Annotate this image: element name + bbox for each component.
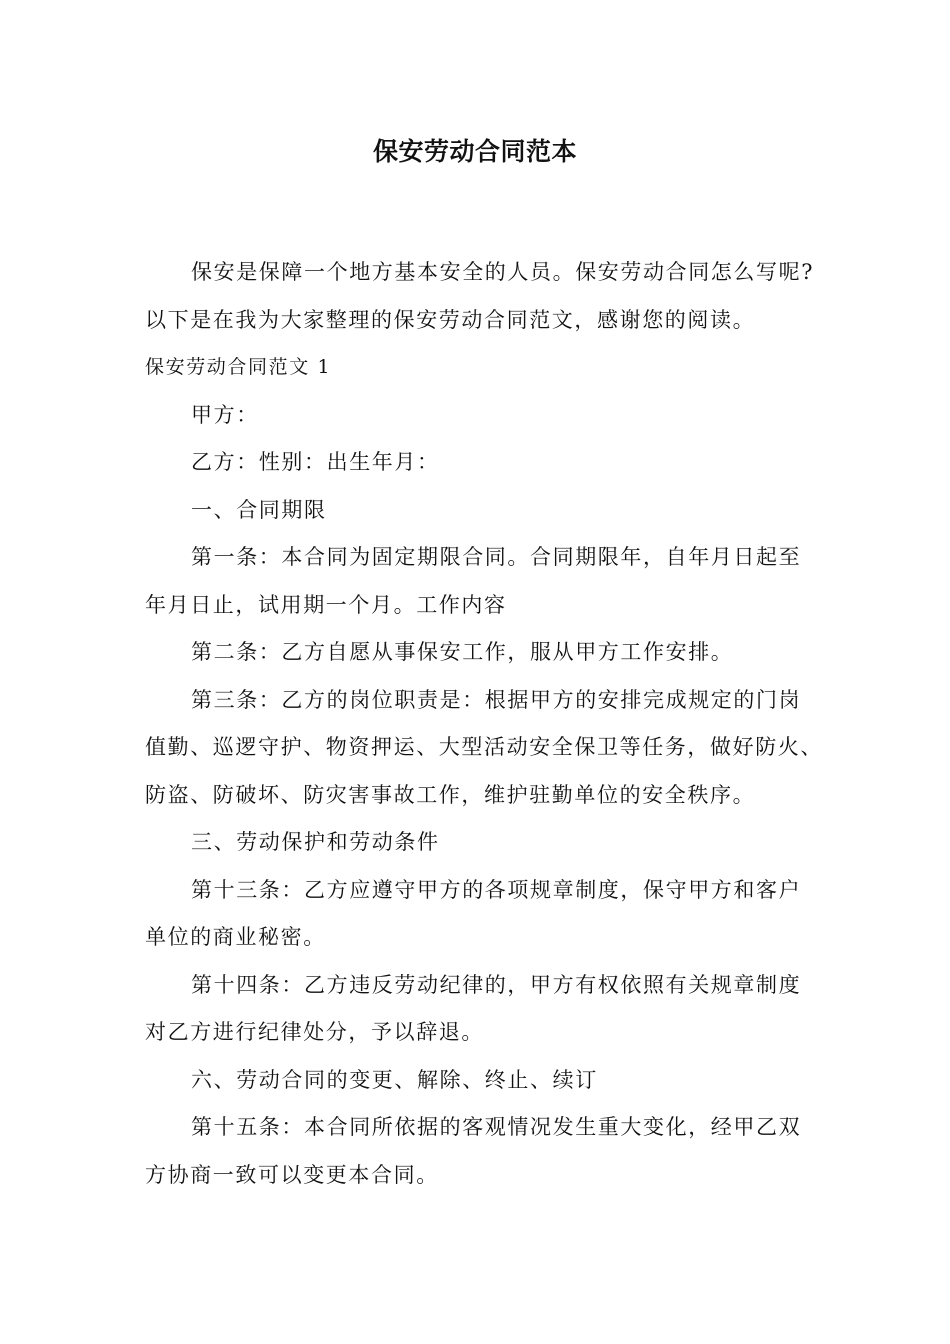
paragraph-line: 单位的商业秘密。	[145, 925, 326, 949]
document-title: 保安劳动合同范本	[372, 137, 577, 166]
party-b-line: 乙方：性别：出生年月：	[191, 450, 440, 474]
paragraph-line: 值勤、巡逻守护、物资押运、大型活动安全保卫等任务，做好防火、	[145, 735, 823, 759]
section-heading: 三、劳动保护和劳动条件	[191, 830, 440, 854]
document-body	[145, 249, 830, 1199]
paragraph-line: 保安是保障一个地方基本安全的人员。保安劳动合同怎么写呢?	[191, 260, 815, 284]
paragraph-line: 第十四条：乙方违反劳动纪律的，甲方有权依照有关规章制度	[191, 972, 802, 997]
paragraph-line: 第十三条：乙方应遵守甲方的各项规章制度，保守甲方和客户	[191, 877, 802, 902]
section-heading: 保安劳动合同范文 1	[145, 356, 332, 378]
section-heading: 一、合同期限	[191, 497, 327, 522]
paragraph-line: 防盗、防破坏、防灾害事故工作，维护驻勤单位的安全秩序。	[145, 782, 756, 807]
paragraph-line: 第二条：乙方自愿从事保安工作，服从甲方工作安排。	[191, 640, 734, 664]
paragraph-line: 第一条：本合同为固定期限合同。合同期限年，自年月日起至	[191, 545, 802, 569]
paragraph-line: 对乙方进行纪律处分，予以辞退。	[145, 1020, 484, 1044]
paragraph-line: 年月日止，试用期一个月。工作内容	[145, 592, 507, 617]
paragraph-line: 第三条：乙方的岗位职责是：根据甲方的安排完成规定的门岗	[191, 687, 802, 712]
section-heading: 六、劳动合同的变更、解除、终止、续订	[191, 1067, 598, 1092]
paragraph-line: 方协商一致可以变更本合同。	[145, 1162, 439, 1187]
paragraph-line: 以下是在我为大家整理的保安劳动合同范文，感谢您的阅读。	[145, 307, 756, 332]
paragraph-line: 第十五条：本合同所依据的客观情况发生重大变化，经甲乙双	[191, 1115, 802, 1139]
party-a-line: 甲方：	[191, 402, 259, 427]
